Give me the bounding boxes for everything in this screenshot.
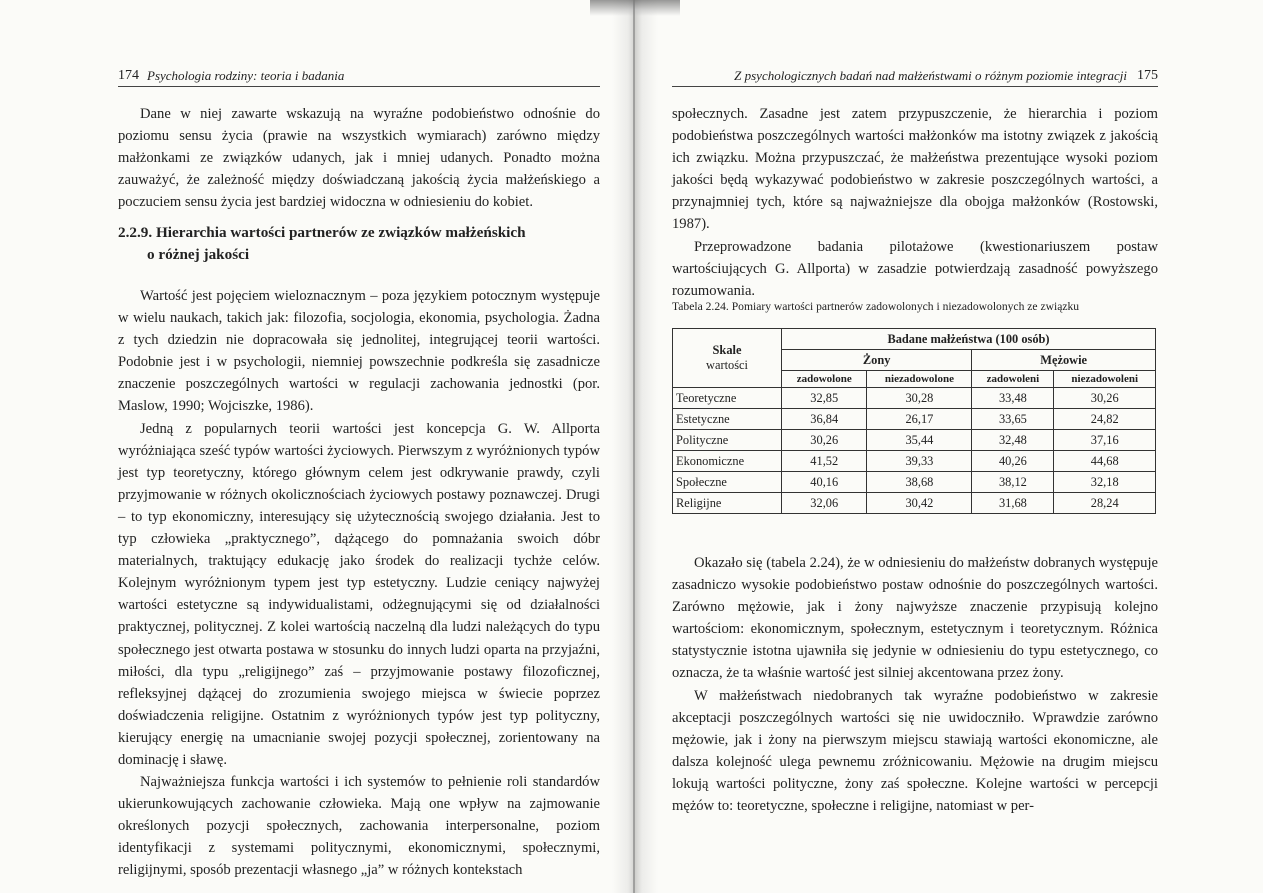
cell: 28,24 — [1054, 493, 1156, 514]
paragraph: Okazało się (tabela 2.24), że w odniesieniu do małżeństw dobranych występuje zasadniczo wysokie podobieństwo postaw odnośnie do poszczególnych wartości. Zarówno mężowie, jak i żony najwyższe znaczenie przypisują kolejno wartościom: ekonomicznym, społecznym, estetycznym i teoretycznym. Różnica statystycznie istotna ujawniła się jedynie w odniesieniu do typu estetycznego, co oznacza, że ta właśnie wartość jest silniej akcentowana przez żony. — [672, 555, 1158, 682]
group-header-husbands: Mężowie — [972, 350, 1156, 371]
right-running-header — [672, 64, 1158, 87]
table-row — [673, 472, 1156, 493]
cell: 33,65 — [972, 409, 1054, 430]
cell: 32,18 — [1054, 472, 1156, 493]
cell: 38,12 — [972, 472, 1054, 493]
cell: 30,42 — [867, 493, 972, 514]
cell: 40,16 — [782, 472, 867, 493]
row-label: Ekonomiczne — [673, 451, 782, 472]
group-header-wives: Żony — [782, 350, 972, 371]
paragraph: Wartość jest pojęciem wieloznacznym – poza językiem potocznym występuje w wielu naukach, takich jak: filozofia, socjologia, ekonomia, psychologia. Żadna z tych dziedzin nie dopracowała się jednolitej, integrującej teorii wartości. Podobnie jest i w psychologii, niemniej powszechnie podkreśla się zasadnicze znaczenie poszczególnych wartości w regulacji zachowania jednostki (por. Maslow, 1990; Wojciszke, 1986). — [118, 288, 600, 415]
table-row — [673, 451, 1156, 472]
section-title-line2: o różnej jakości — [147, 246, 250, 263]
table-row — [673, 430, 1156, 451]
left-body-text — [118, 285, 600, 882]
row-label: Społeczne — [673, 472, 782, 493]
table-caption: Tabela 2.24. Pomiary wartości partnerów zadowolonych i niezadowolonych ze związku — [672, 300, 1080, 313]
cell: 38,68 — [867, 472, 972, 493]
cell: 26,17 — [867, 409, 972, 430]
sub-header: niezadowolone — [867, 371, 972, 388]
cell: 40,26 — [972, 451, 1054, 472]
paragraph: Przeprowadzone badania pilotażowe (kwestionariuszem postaw wartościujących G. Allporta) w zasadzie potwierdzają zasadność powyższego rozumowania. — [672, 238, 1158, 299]
stub-header-line1: Skale — [712, 343, 742, 357]
cell: 44,68 — [1054, 451, 1156, 472]
left-page — [118, 0, 600, 893]
cell: 32,85 — [782, 388, 867, 409]
cell: 24,82 — [1054, 409, 1156, 430]
right-bottom-text — [672, 552, 1158, 817]
cell: 36,84 — [782, 409, 867, 430]
table-row — [673, 388, 1156, 409]
sub-header: niezadowoleni — [1054, 371, 1156, 388]
cell: 35,44 — [867, 430, 972, 451]
section-title — [118, 222, 600, 266]
right-running-head: Z psychologicznych badań nad małżeństwami o różnym poziomie integracji — [734, 68, 1127, 83]
values-table — [672, 328, 1156, 514]
table-row — [673, 493, 1156, 514]
cell: 41,52 — [782, 451, 867, 472]
top-header: Badane małżeństwa (100 osób) — [782, 329, 1156, 350]
cell: 30,26 — [782, 430, 867, 451]
book-spine-shadow — [612, 0, 658, 893]
left-running-head: Psychologia rodziny: teoria i badania — [147, 68, 345, 83]
intro-paragraph: Dane w niej zawarte wskazują na wyraźne podobieństwo odnośnie do poziomu sensu życia (prawie na wszystkich wymiarach) zarówno między małżonkami ze związków udanych, jak i mniej udanych. Ponadto można zauważyć, że zależność między doświadczaną jakością życia małżeńskiego a poczuciem sensu życia jest bardziej widoczna w odniesieniu do kobiet. — [118, 106, 600, 211]
sub-header: zadowolone — [782, 371, 867, 388]
gutter-line — [633, 0, 635, 893]
row-label: Teoretyczne — [673, 388, 782, 409]
cell: 31,68 — [972, 493, 1054, 514]
cell: 30,26 — [1054, 388, 1156, 409]
left-page-number: 174 — [118, 68, 139, 83]
paragraph: Jedną z popularnych teorii wartości jest koncepcja G. W. Allporta wyróżniająca sześć typów wartości życiowych. Pierwszym z wyróżnionych typów jest typ teoretyczny, którego głównym celem jest odkrywanie prawdy, czyli przyjmowanie w różnych okolicznościach życiowych postawy poznawczej. Drugi – to typ ekonomiczny, interesujący się użytecznością swojego działania. Jest to typ człowieka „praktycznego”, dążącego do pomnażania swoich dóbr materialnych, traktujący edukację jako środek do realizacji tychże celów. Kolejnym wyróżnionym typem jest typ estetyczny. Ludzie ceniący najwyżej wartości estetyczne są indywidualistami, odżegnującymi się od działalności praktycznej, politycznej. Z kolei wartością naczelną dla ludzi należących do typu społecznego jest otwarta postawa w stosunku do innych ludzi oparta na przyjaźni, miłości, dla typu „religijnego” zaś – przyjmowanie postawy filozoficznej, refleksyjnej dążącej do zrozumienia swojego miejsca w świecie poprzez doświadczenia religijne. Ostatnim z wyróżnionych typów jest typ polityczny, kierujący energię na umacnianie swojej pozycji społecznej, zorientowany na dominację i sławę. — [118, 420, 600, 768]
section-title-line1: 2.2.9. Hierarchia wartości partnerów ze związków małżeńskich — [118, 224, 526, 241]
cell: 33,48 — [972, 388, 1054, 409]
row-label: Religijne — [673, 493, 782, 514]
cell: 32,48 — [972, 430, 1054, 451]
stub-header — [673, 329, 782, 388]
cell: 30,28 — [867, 388, 972, 409]
spine-top-shadow — [590, 0, 680, 16]
paragraph-continued: społecznych. Zasadne jest zatem przypuszczenie, że hierarchia i poziom podobieństwa poszczególnych wartości małżonków ma istotny związek z jakością ich związku. Można przypuszczać, że małżeństwa prezentujące wysoki poziom jakości będą wykazywać podobieństwo w zakresie poszczególnych wartości, a przynajmniej tych, które są najważniejsze dla obojga małżonków (Rostowski, 1987). — [672, 106, 1158, 233]
row-label: Polityczne — [673, 430, 782, 451]
left-running-header — [118, 64, 600, 87]
sub-header: zadowoleni — [972, 371, 1054, 388]
left-intro-text — [118, 103, 600, 213]
cell: 37,16 — [1054, 430, 1156, 451]
paragraph: W małżeństwach niedobranych tak wyraźne podobieństwo w zakresie akceptacji poszczególnych wartości się nie uwidoczniło. Wprawdzie zarówno mężowie, jak i żony na pierwszym miejscu stawiają wartości ekonomiczne, ale dalsza kolejność ulega pewnemu zróżnicowaniu. Mężowie na drugim miejscu lokują wartości polityczne, żony zaś społeczne. Kolejne wartości w percepcji mężów to: teoretyczne, społeczne i religijne, natomiast w per- — [672, 687, 1158, 815]
right-page — [672, 0, 1158, 893]
paragraph: Najważniejsza funkcja wartości i ich systemów to pełnienie roli standardów ukierunkowujących zachowanie człowieka. Mają one wpływ na zajmowanie określonych pozycji społecznych, zachowania interpersonalne, poziom identyfikacji z systemami politycznymi, ekonomicznymi, społecznymi, religijnymi, sposób prezentacji własnego „ja” w różnych kontekstach — [118, 774, 600, 879]
row-label: Estetyczne — [673, 409, 782, 430]
cell: 39,33 — [867, 451, 972, 472]
cell: 32,06 — [782, 493, 867, 514]
right-page-number: 175 — [1137, 68, 1158, 83]
table-row — [673, 409, 1156, 430]
right-top-text — [672, 103, 1158, 302]
stub-header-line2: wartości — [706, 358, 748, 372]
